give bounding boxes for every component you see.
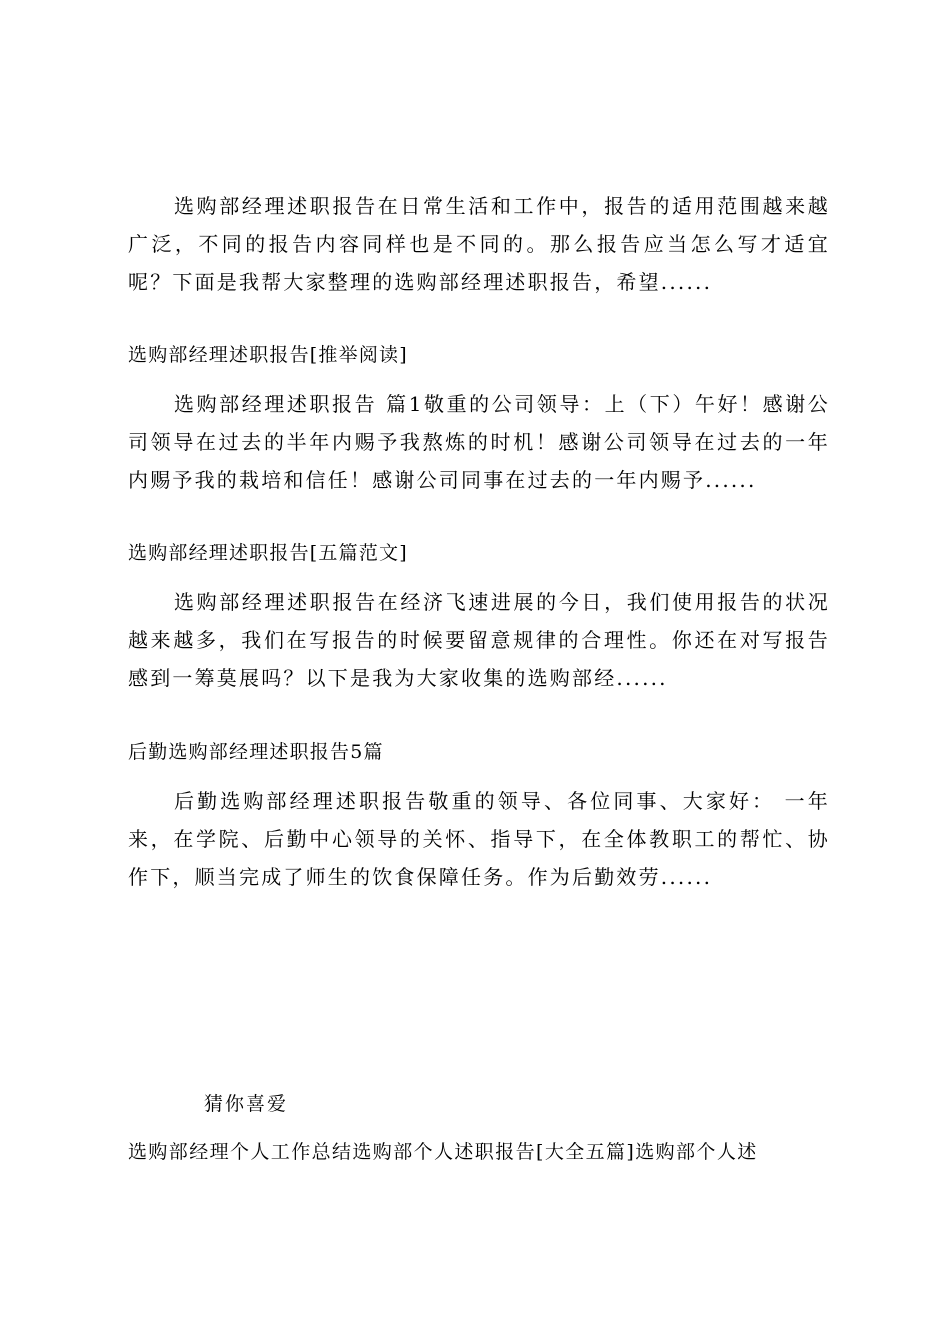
- article-summary-1: 选购部经理述职报告在日常生活和工作中，报告的适用范围越来越广泛，不同的报告内容同样也是不同的。那么报告应当怎么写才适宜呢？下面是我帮大家整理的选购部经理述职报告，希望......: [128, 194, 830, 294]
- guess-you-like-heading: 猜你喜爱: [204, 1093, 289, 1115]
- related-links-line[interactable]: 选购部经理个人工作总结选购部个人述职报告[大全五篇]选购部个人述: [128, 1141, 758, 1163]
- article-summary-2: 选购部经理述职报告 篇1敬重的公司领导：上（下）午好！感谢公司领导在过去的半年内赐予我熬炼的时机！感谢公司领导在过去的一年内赐予我的栽培和信任！感谢公司同事在过去的一年内赐予......: [128, 392, 830, 492]
- article-title-4[interactable]: 后勤选购部经理述职报告5篇: [128, 741, 384, 763]
- article-title-2[interactable]: 选购部经理述职报告[推举阅读]: [128, 344, 408, 366]
- article-summary-4: 后勤选购部经理述职报告敬重的领导、各位同事、大家好： 一年来，在学院、后勤中心领导的关怀、指导下，在全体教职工的帮忙、协作下，顺当完成了师生的饮食保障任务。作为后勤效劳......: [128, 789, 830, 889]
- article-title-3[interactable]: 选购部经理述职报告[五篇范文]: [128, 542, 408, 564]
- article-summary-3: 选购部经理述职报告在经济飞速进展的今日，我们使用报告的状况越来越多，我们在写报告的时候要留意规律的合理性。你还在对写报告感到一筹莫展吗？以下是我为大家收集的选购部经......: [128, 590, 830, 690]
